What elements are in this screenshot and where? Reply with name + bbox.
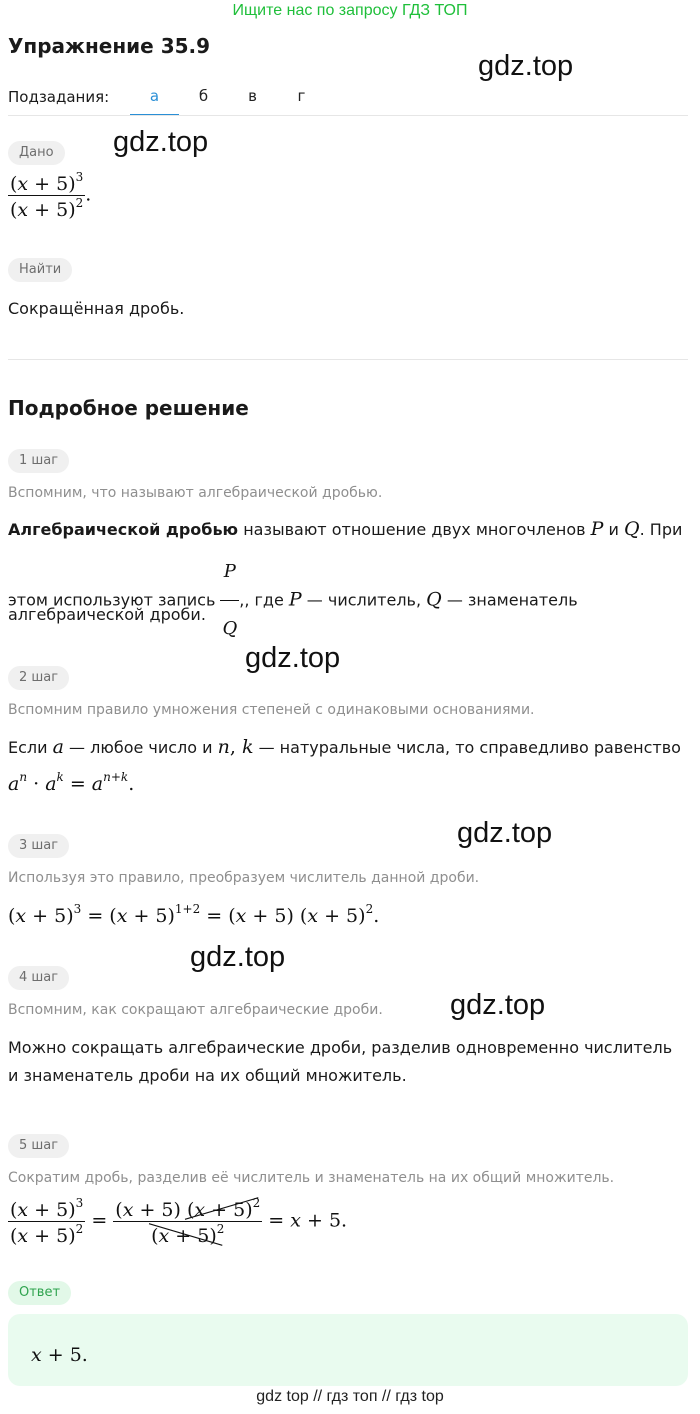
step-3-formula: $(x + 5)^3 = (x + 5)^{1+2} = (x + 5)$ $(x + 5)^2$. — [8, 902, 380, 927]
tab-g[interactable]: г — [297, 87, 306, 105]
answer-value: x + 5. — [31, 1344, 88, 1366]
find-text: Сокращённая дробь. — [8, 299, 185, 318]
find-badge: Найти — [8, 258, 72, 282]
tabs-divider — [8, 115, 688, 116]
step-badge: 5 шаг — [8, 1134, 69, 1158]
step-1-line-3: алгебраической дроби. — [8, 605, 206, 624]
step-2-text: Если a — любое число и n, k — натуральные числа, то справедливо равенство — [8, 736, 681, 758]
subtasks-label: Подзадания: — [8, 88, 110, 106]
watermark: gdz.top — [190, 941, 286, 973]
step-badge: 4 шаг — [8, 966, 69, 990]
search-banner[interactable]: Ищите нас по запросу ГДЗ ТОП — [232, 2, 468, 19]
step-4-line-2: и знаменатель дроби на их общий множитель. — [8, 1066, 407, 1085]
watermark: gdz.top — [457, 817, 553, 849]
step-1-line-1: Алгебраической дробью называют отношение двух многочленов P и Q. При — [8, 518, 683, 540]
watermark: gdz.top — [478, 50, 574, 82]
subtask-tabs — [130, 80, 326, 116]
term-bold: Алгебраической дробью — [8, 520, 239, 539]
cancel-stroke — [149, 1222, 222, 1247]
solution-title: Подробное решение — [8, 396, 249, 420]
step-badge: 3 шаг — [8, 834, 69, 858]
section-divider — [8, 359, 688, 360]
tab-a[interactable]: а — [130, 80, 179, 116]
step-hint: Вспомним правило умножения степеней с одинаковыми основаниями. — [8, 702, 535, 718]
tab-b[interactable]: б — [198, 87, 209, 105]
step-hint: Вспомним, как сокращают алгебраические дроби. — [8, 1002, 383, 1018]
step-2-formula: $a^n \cdot a^k = a^{n+k}$. — [8, 770, 135, 795]
page-title: Упражнение 35.9 — [8, 34, 211, 58]
answer-box — [8, 1314, 688, 1386]
step-badge: 1 шаг — [8, 449, 69, 473]
step-hint: Сократим дробь, разделив её числитель и знаменатель на их общий множитель. — [8, 1170, 615, 1186]
tab-v[interactable]: в — [248, 87, 257, 105]
watermark: gdz.top — [450, 989, 546, 1021]
step-hint: Используя это правило, преобразуем числитель данной дроби. — [8, 870, 480, 886]
watermark: gdz.top — [113, 126, 209, 158]
watermark: gdz.top — [245, 642, 341, 674]
given-badge: Дано — [8, 141, 65, 165]
answer-badge: Ответ — [8, 1281, 71, 1305]
step-1-line-2: этом используют запись $\frac{P}{Q}$ ,, где P — числитель, Q — знаменатель — [8, 561, 578, 639]
footer-links[interactable]: gdz top // гдз топ // гдз top — [256, 1388, 444, 1405]
step-badge: 2 шаг — [8, 666, 69, 690]
cancel-stroke — [185, 1196, 258, 1221]
step-5-formula: $\frac{(x + 5)^3}{(x + 5)^2}$ = $\frac{(x + 5) (x + 5)^2}{(x + 5)^2}$ = x + 5. — [10, 1196, 348, 1247]
step-4-line-1: Можно сокращать алгебраические дроби, разделив одновременно числитель — [8, 1038, 673, 1057]
step-hint: Вспомним, что называют алгебраической дробью. — [8, 485, 383, 501]
given-formula: $\frac{(x + 5)^3}{(x + 5)^2}$ . — [10, 170, 92, 221]
